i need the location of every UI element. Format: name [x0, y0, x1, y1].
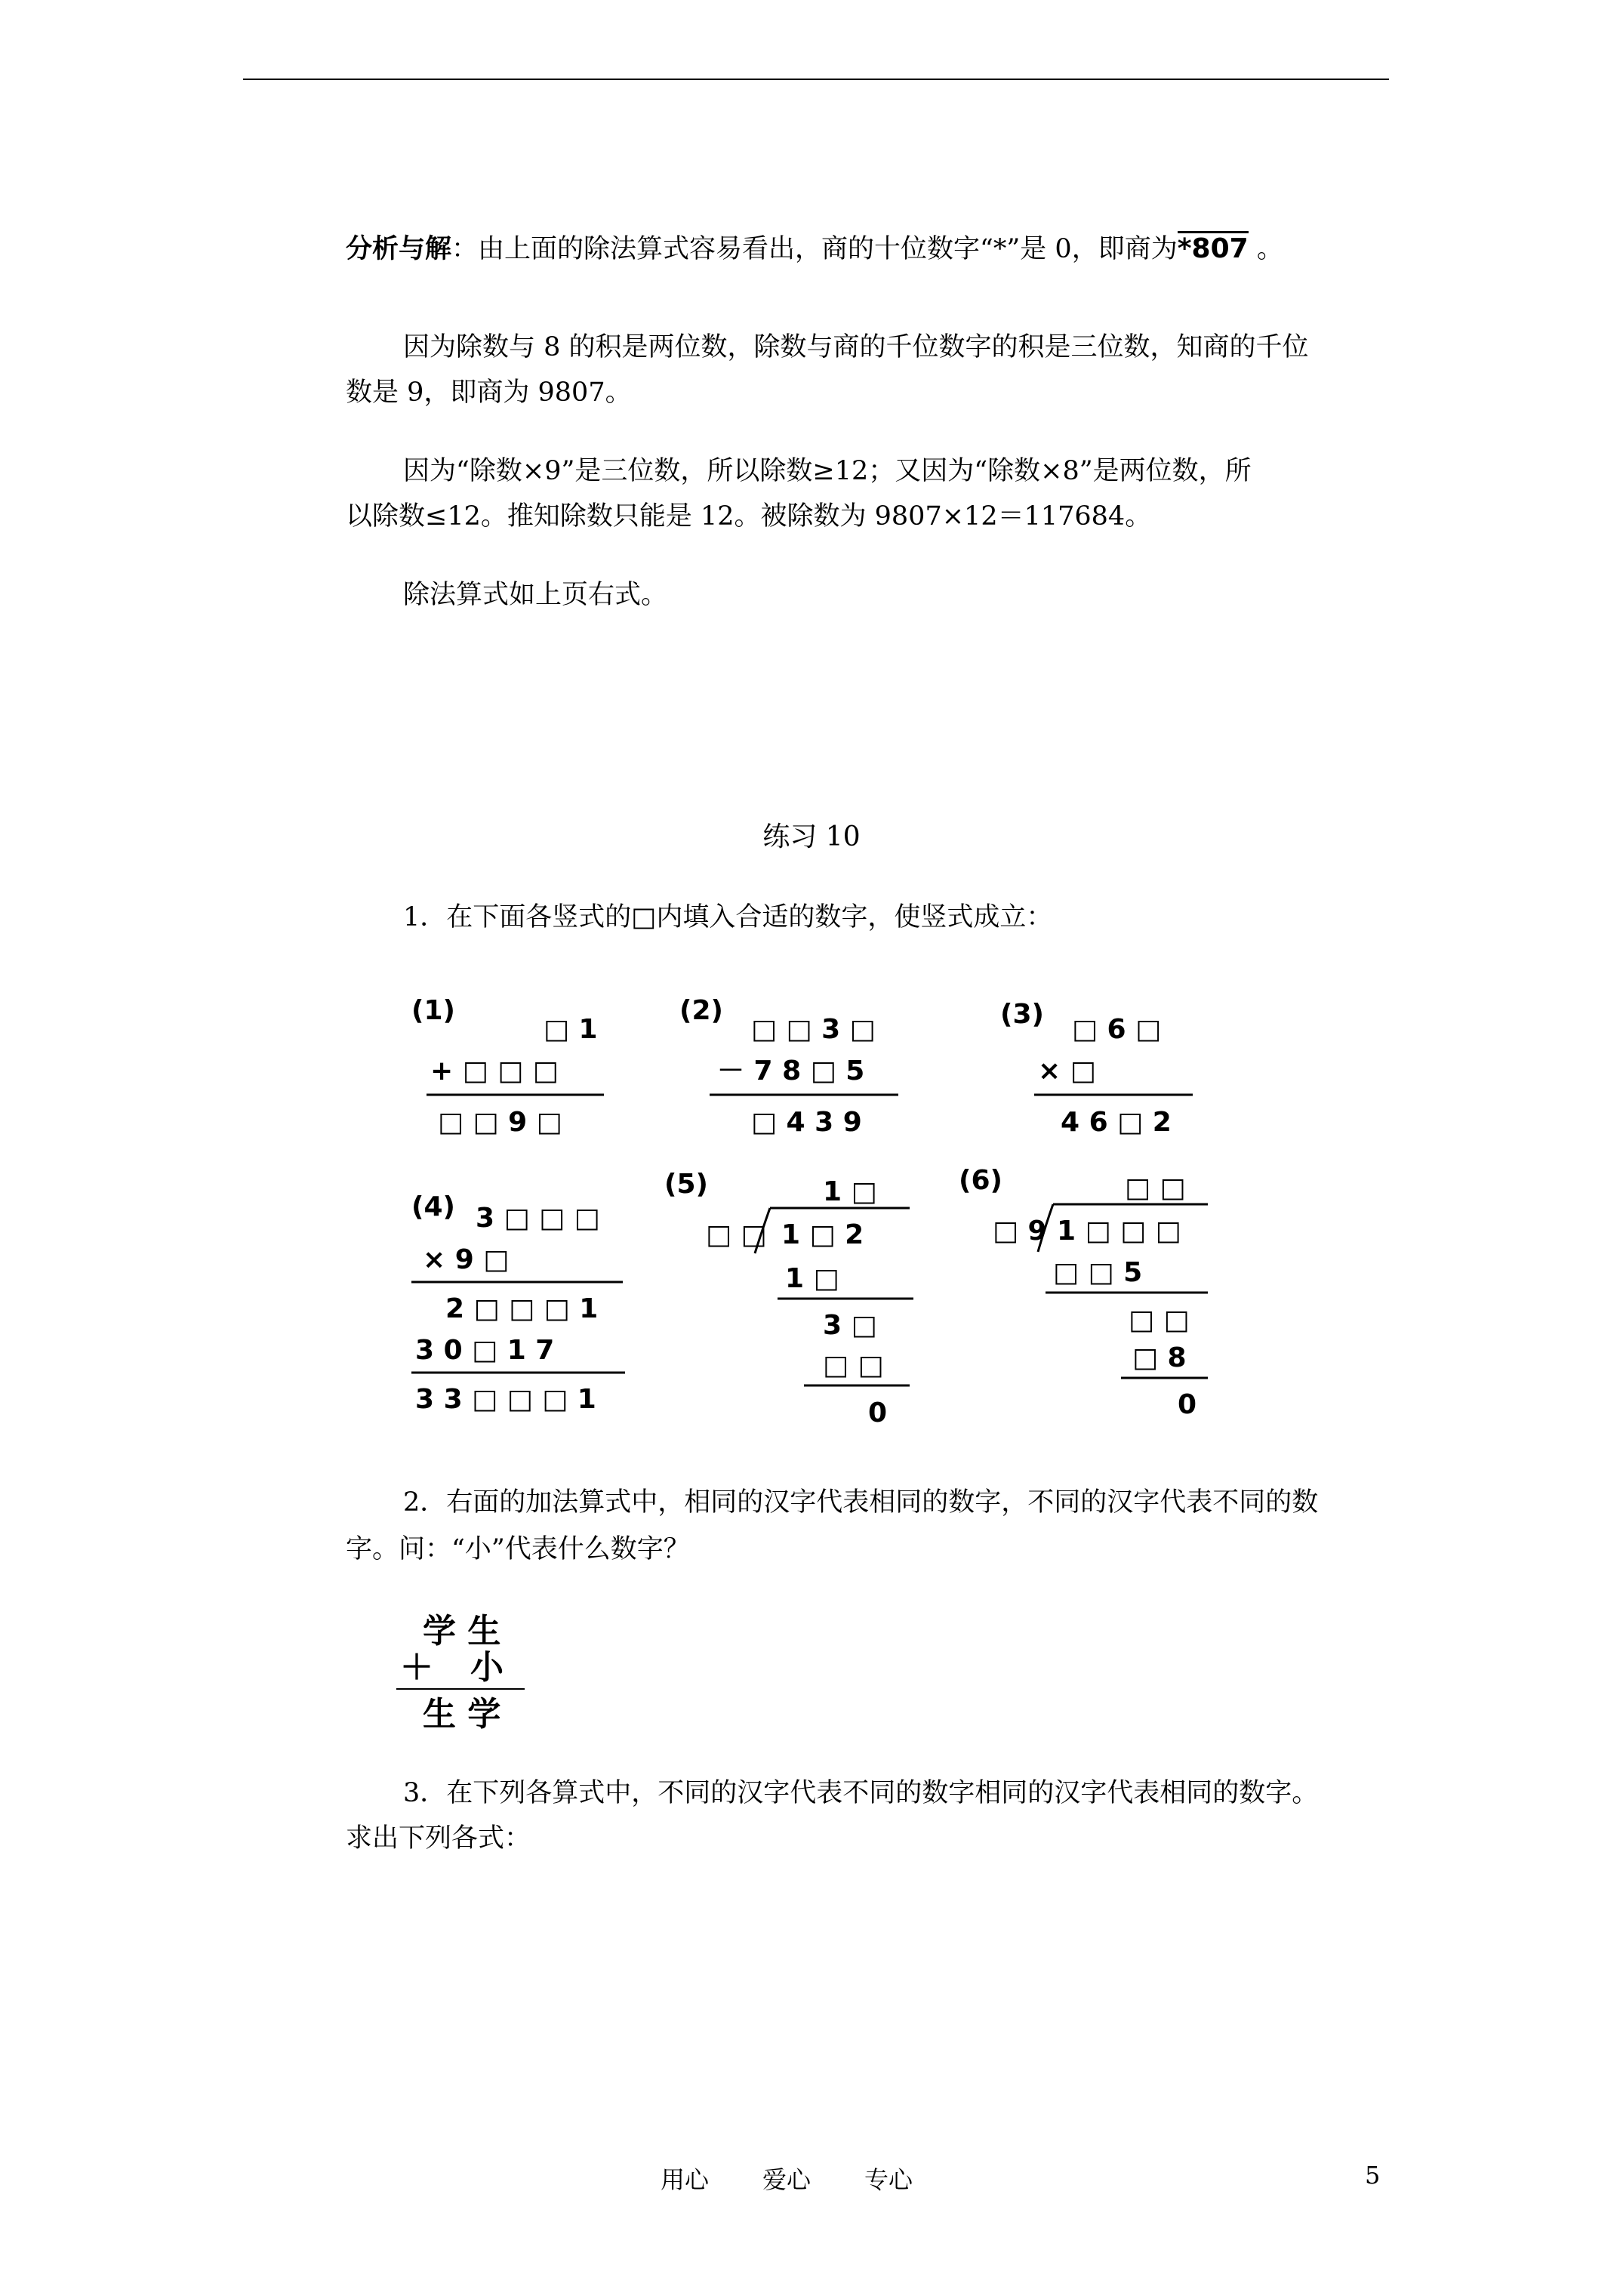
puzzle-4-row3: 2 □ □ □ 1 [445, 1293, 599, 1324]
quotient-overline: *807 [1178, 231, 1249, 263]
analysis-end: 。 [1256, 234, 1283, 264]
para3-line2: 以除数≤12。推知除数只能是 12。被除数为 9807×12＝117684。 [346, 501, 1152, 532]
puzzle-5-step-4: 0 [868, 1398, 888, 1428]
puzzle-2-row3: □ 4 3 9 [751, 1107, 862, 1138]
puzzle-5-quotient: 1 □ [823, 1176, 877, 1207]
puzzle-6-divisor: □ 9 [993, 1216, 1047, 1247]
puzzle-6-step-1: □ □ 5 [1053, 1257, 1143, 1288]
puzzle-2-row1: □ □ 3 □ [751, 1014, 876, 1045]
puzzle-4-row5: 3 3 □ □ □ 1 [415, 1384, 596, 1415]
puzzle-1-label: (1) [411, 995, 455, 1026]
puzzles-figure [0, 966, 1623, 1435]
footer-item-2: 爱心 [762, 2165, 812, 2194]
header-rule [243, 79, 1389, 80]
para2-line1: 因为除数与 8 的积是两位数，除数与商的千位数字的积是三位数，知商的千位 [403, 332, 1309, 362]
puzzle-5-dividend: 1 □ 2 [781, 1219, 864, 1250]
puzzle-2-label: (2) [679, 995, 723, 1026]
analysis-line [346, 227, 1283, 272]
puzzle-4-label: (4) [411, 1191, 455, 1222]
exercise-title: 练习 10 [762, 821, 861, 852]
puzzle-6-step-4: 0 [1178, 1389, 1197, 1420]
footer-item-3: 专心 [864, 2165, 913, 2194]
para4: 除法算式如上页右式。 [403, 580, 668, 610]
puzzle-5-step-3: □ □ [823, 1350, 884, 1381]
question-2-line2: 字。问：“小”代表什么数字？ [346, 1534, 690, 1564]
puzzle-5-step-2: 3 □ [823, 1310, 877, 1341]
puzzle-1-row2: + □ □ □ [430, 1056, 559, 1086]
question-2-line1: 2．右面的加法算式中，相同的汉字代表相同的数字，不同的汉字代表不同的数 [403, 1487, 1319, 1518]
puzzle-4-row4: 3 0 □ 1 7 [415, 1335, 555, 1366]
footer-item-1: 用心 [661, 2165, 710, 2194]
puzzle-3-label: (3) [1000, 999, 1044, 1030]
puzzle-1-row1: □ 1 [544, 1014, 598, 1045]
hanzi-addition [393, 1608, 544, 1737]
para3-line1: 因为“除数×9”是三位数，所以除数≥12；又因为“除数×8”是两位数，所 [403, 456, 1252, 486]
puzzle-3-row1: □ 6 □ [1072, 1014, 1162, 1045]
para2-line2: 数是 9，即商为 9807。 [346, 378, 632, 408]
puzzle-3-row3: 4 6 □ 2 [1061, 1107, 1172, 1138]
puzzle-5-step-1: 1 □ [785, 1263, 839, 1294]
hanzi-row-3: 生 学 [423, 1695, 501, 1734]
analysis-label: 分析与解 [346, 234, 452, 264]
puzzle-6-step-2: □ □ [1129, 1305, 1190, 1336]
puzzle-1-row3: □ □ 9 □ [438, 1107, 562, 1138]
puzzle-6-dividend: 1 □ □ □ [1057, 1216, 1181, 1247]
page-number: 5 [1365, 2161, 1381, 2190]
puzzle-3-row2: × □ [1038, 1056, 1096, 1086]
puzzle-6-step-3: □ 8 [1132, 1342, 1187, 1373]
puzzle-4-row1: 3 □ □ □ [476, 1203, 600, 1234]
puzzle-5-divisor: □ □ [706, 1219, 767, 1250]
analysis-text: ：由上面的除法算式容易看出，商的十位数字“*”是 0，即商为 [451, 234, 1178, 264]
puzzle-5-label: (5) [664, 1169, 708, 1200]
hanzi-plus: ＋ [400, 1648, 433, 1687]
puzzle-6-quotient: □ □ [1125, 1173, 1186, 1203]
question-3-line2: 求出下列各式： [346, 1823, 531, 1854]
hanzi-row-2: 小 [470, 1648, 504, 1687]
puzzle-4-row2: × 9 □ [423, 1244, 510, 1275]
puzzle-6-label: (6) [959, 1165, 1002, 1196]
question-1: 1．在下面各竖式的□内填入合适的数字，使竖式成立： [403, 902, 1053, 932]
hanzi-row-1: 学 生 [423, 1612, 501, 1650]
puzzle-2-row2: － 7 8 □ 5 [717, 1056, 865, 1086]
question-3-line1: 3．在下列各算式中，不同的汉字代表不同的数字相同的汉字代表相同的数字。 [403, 1778, 1319, 1808]
